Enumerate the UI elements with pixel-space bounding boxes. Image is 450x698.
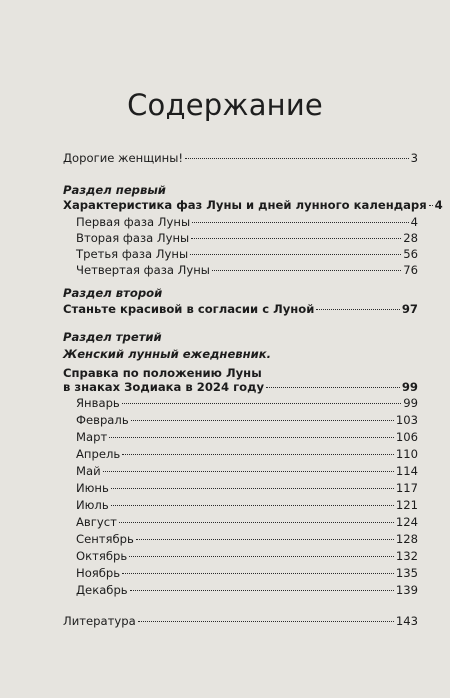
- toc-entry-label: Июль: [76, 498, 109, 512]
- toc-leader-dots: [122, 454, 394, 455]
- toc-entry-intro: [63, 149, 418, 167]
- toc-entry-label: Характеристика фаз Луны и дней лунного календаря: [63, 198, 427, 212]
- toc-chapter-line: Справка по положению Луны: [63, 365, 262, 380]
- toc-chapter-part2: [63, 300, 418, 318]
- toc-entry-page: 132: [395, 549, 418, 563]
- toc-entry-label: Четвертая фаза Луны: [76, 263, 210, 277]
- toc-entry-label: Август: [76, 515, 117, 529]
- toc-entry-label: Апрель: [76, 447, 121, 461]
- toc-leader-dots: [129, 556, 394, 557]
- toc-entry-page: 97: [401, 302, 418, 316]
- toc-entry-label: Литература: [63, 614, 136, 628]
- toc-entry-month: [76, 547, 418, 565]
- toc-entry-label: Февраль: [76, 413, 129, 427]
- toc-entry-page: 124: [395, 515, 418, 529]
- toc-entry-label: Март: [76, 430, 108, 444]
- toc-entry-label: Дорогие женщины!: [63, 151, 184, 165]
- toc-leader-dots: [192, 222, 409, 223]
- toc-entry-page: 99: [401, 380, 418, 394]
- toc-entry-label: Сентябрь: [76, 532, 134, 546]
- toc-entry-month: [76, 462, 418, 480]
- toc-leader-dots: [185, 158, 409, 159]
- toc-leader-dots: [122, 573, 394, 574]
- toc-entry-page: 99: [403, 396, 418, 410]
- toc-leader-dots: [131, 420, 394, 421]
- toc-leader-dots: [266, 387, 400, 388]
- toc-chapter-part1: [63, 196, 443, 214]
- toc-leader-dots: [190, 254, 401, 255]
- toc-leader-dots: [316, 309, 399, 310]
- toc-entry-label: Май: [76, 464, 101, 478]
- toc-entry-page: 4: [410, 215, 418, 229]
- toc-leader-dots: [191, 238, 401, 239]
- toc-entry-label: Ноябрь: [76, 566, 121, 580]
- toc-entry-label: Вторая фаза Луны: [76, 231, 190, 245]
- toc-entry-label: Станьте красивой в согласии с Луной: [63, 302, 315, 316]
- toc-entry-page: 110: [395, 447, 418, 461]
- toc-entry-label: в знаках Зодиака в 2024 году: [63, 380, 265, 394]
- section-heading-part2: Раздел второй: [63, 286, 163, 300]
- toc-leader-dots: [136, 539, 394, 540]
- toc-entry-page: 28: [403, 231, 418, 245]
- toc-leader-dots: [111, 505, 394, 506]
- toc-entry-page: 106: [395, 430, 418, 444]
- toc-entry-label: Июнь: [76, 481, 109, 495]
- toc-entry-month: [76, 581, 418, 599]
- toc-entry-month: [76, 428, 418, 446]
- toc-entry-page: 4: [434, 198, 443, 212]
- section-heading-part1: Раздел первый: [63, 183, 166, 197]
- toc-entry-month: [76, 530, 418, 548]
- toc-entry-label: Декабрь: [76, 583, 128, 597]
- toc-entry-month: [76, 513, 418, 531]
- toc-leader-dots: [138, 621, 394, 622]
- section-heading-part3: Раздел третий: [63, 330, 162, 344]
- toc-leader-dots: [212, 270, 401, 271]
- toc-leader-dots: [122, 403, 401, 404]
- toc-entry-label: Октябрь: [76, 549, 128, 563]
- toc-entry-page: 143: [395, 614, 418, 628]
- toc-entry-part1-item: [76, 261, 418, 279]
- toc-entry-month: [76, 394, 418, 412]
- toc-entry-page: 139: [395, 583, 418, 597]
- toc-entry-page: 3: [410, 151, 418, 165]
- page-title: Содержание: [127, 88, 323, 122]
- toc-chapter-line: Женский лунный ежедневник.: [63, 347, 272, 361]
- toc-entry-month: [76, 564, 418, 582]
- toc-leader-dots: [111, 488, 394, 489]
- toc-leader-dots: [130, 590, 394, 591]
- toc-entry-page: 76: [403, 263, 418, 277]
- toc-entry-month: [76, 496, 418, 514]
- toc-entry-page: 121: [395, 498, 418, 512]
- toc-entry-page: 128: [395, 532, 418, 546]
- toc-leader-dots: [103, 471, 394, 472]
- toc-entry-page: 114: [395, 464, 418, 478]
- toc-entry-label: Третья фаза Луны: [76, 247, 189, 261]
- toc-entry-page: 117: [395, 481, 418, 495]
- toc-entry-month: [76, 479, 418, 497]
- toc-entry-month: [76, 411, 418, 429]
- toc-entry-label: Первая фаза Луны: [76, 215, 191, 229]
- toc-entry-page: 135: [395, 566, 418, 580]
- toc-chapter-part3: [63, 345, 271, 382]
- toc-leader-dots: [109, 437, 394, 438]
- toc-leader-dots: [429, 205, 433, 206]
- toc-entry-page: 56: [403, 247, 418, 261]
- toc-leader-dots: [119, 522, 394, 523]
- toc-entry-literature: [63, 612, 418, 630]
- toc-entry-month: [76, 445, 418, 463]
- toc-entry-page: 103: [395, 413, 418, 427]
- toc-entry-label: Январь: [76, 396, 120, 410]
